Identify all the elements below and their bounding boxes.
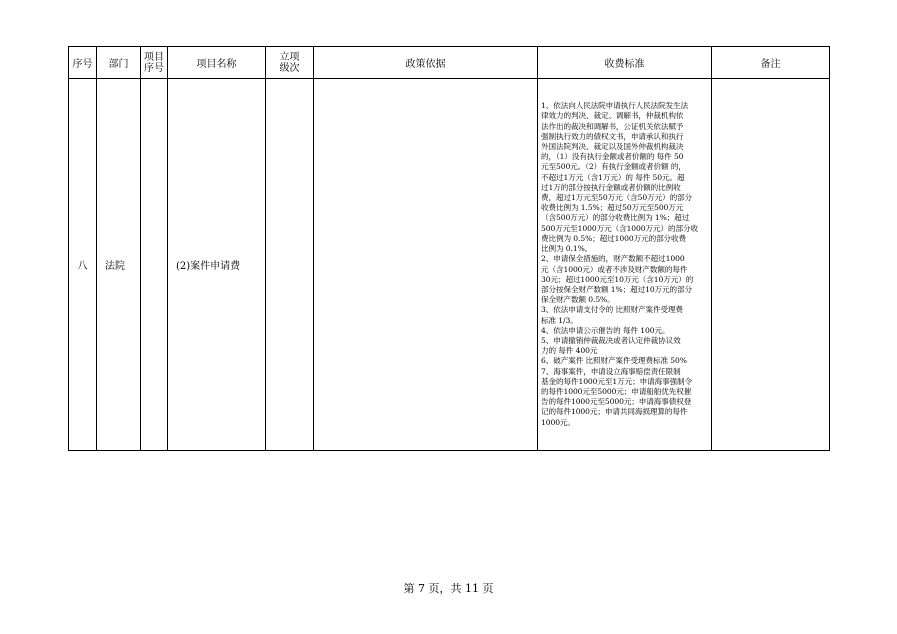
fee-standard-line: 部分按保全财产数额 1%；超过10万元的部分 [541,284,693,294]
fee-standard-line: 500万元至1000万元（含1000万元）的部分收 [541,223,698,233]
cell-item-seq [141,79,168,451]
fee-standard-line: 力的 每件 400元 [541,346,598,356]
fee-standard-line: 不超过1万元（含1万元）的 每件 50元。超 [541,172,685,182]
fee-standard-line: 保全财产数额 0.5%。 [541,295,615,305]
cell-dept: 法院 [97,79,141,451]
fee-standard-line: 强制执行效力的债权文书，申请承认和执行 [541,131,684,141]
fee-standard-line: 的，（1）没有执行金额或者价额的 每件 50 [541,152,684,162]
fee-standard-line: 3、依法申请支付令的 比照财产案件受理费 [541,305,683,315]
cell-policy [314,79,538,451]
fee-standard-line: 4、依法申请公示催告的 每件 100元。 [541,325,670,335]
fee-standard-line: 记的每件1000元；申请共同海损理算的每件 [541,407,688,417]
cell-remarks [712,79,830,451]
header-level-line1: 立项 [279,51,300,63]
header-item-seq [141,47,168,79]
table-row [69,79,830,451]
fee-standard-line: 比例为 0.1%。 [541,244,593,254]
fee-standard-line: 过1万的部分按执行金额或者价额的比例收 [541,182,681,192]
header-standard: 收费标准 [538,47,712,79]
header-item-seq-line1: 项目 [144,51,164,63]
fee-standard-line: 元至500元。（2）有执行金额或者价额 的， [541,162,686,172]
fee-standard-line: 的每件1000元至5000元；申请船舶优先权催 [541,386,692,396]
cell-level [266,79,314,451]
fee-standard-line: 律效力的判决、裁定、调解书，仲裁机构依 [541,111,684,121]
header-item-seq-line2: 序号 [144,62,164,74]
page-footer: 第 7 页，共 11 页 [403,582,494,595]
fee-standard-line: 7、海事案件，申请设立海事赔偿责任限制 [541,366,681,376]
header-dept: 部门 [97,47,141,79]
header-seq: 序号 [69,47,97,79]
fee-standard-line: 1000元。 [541,417,575,427]
fee-standard-line: 1、依法向人民法院申请执行人民法院发生法 [541,101,689,111]
header-policy: 政策依据 [314,47,538,79]
fee-standard-table [68,46,830,451]
fee-standard-line: 外国法院判决、裁定以及国外仲裁机构裁决 [541,142,684,152]
fee-standard-line: 30元；超过1000元至10万元（含10万元）的 [541,274,694,284]
header-remarks: 备注 [712,47,830,79]
fee-standard-line: （含500万元）的部分收费比例为 1%；超过 [541,213,690,223]
fee-standard-line: 标准 1/3。 [541,315,578,325]
fee-standard-line: 2、申请保全措施的，财产数额不超过1000 [541,254,685,264]
cell-seq: 八 [69,79,97,451]
fee-standard-line: 告的每件1000元至5000元；申请海事债权登 [541,397,692,407]
fee-standard-line: 费比例为 0.5%；超过1000万元的部分收费 [541,233,687,243]
fee-standard-line: 6、破产案件 比照财产案件受理费标准 50% [541,356,687,366]
fee-standard-line: 基金的每件1000元至1万元；申请海事强制令 [541,376,693,386]
fee-standard-line: 法作出的裁决和调解书，公证机关依法赋予 [541,121,684,131]
fee-standard-line: 元（含1000元）或者不涉及财产数额的每件 [541,264,688,274]
cell-item-name: (2)案件申请费 [168,79,266,451]
fee-standard-line: 费，超过1万元至50万元（含50万元）的部分 [541,193,693,203]
fee-standard-line: 5、申请撤销仲裁裁决或者认定仲裁协议效 [541,335,681,345]
header-item-name: 项目名称 [168,47,266,79]
fee-standard-line: 收费比例为 1.5%；超过50万元至500万元 [541,203,684,213]
cell-fee-standard [538,79,712,451]
header-level [266,47,314,79]
header-level-line2: 级次 [279,62,300,74]
table-header-row [69,47,830,79]
